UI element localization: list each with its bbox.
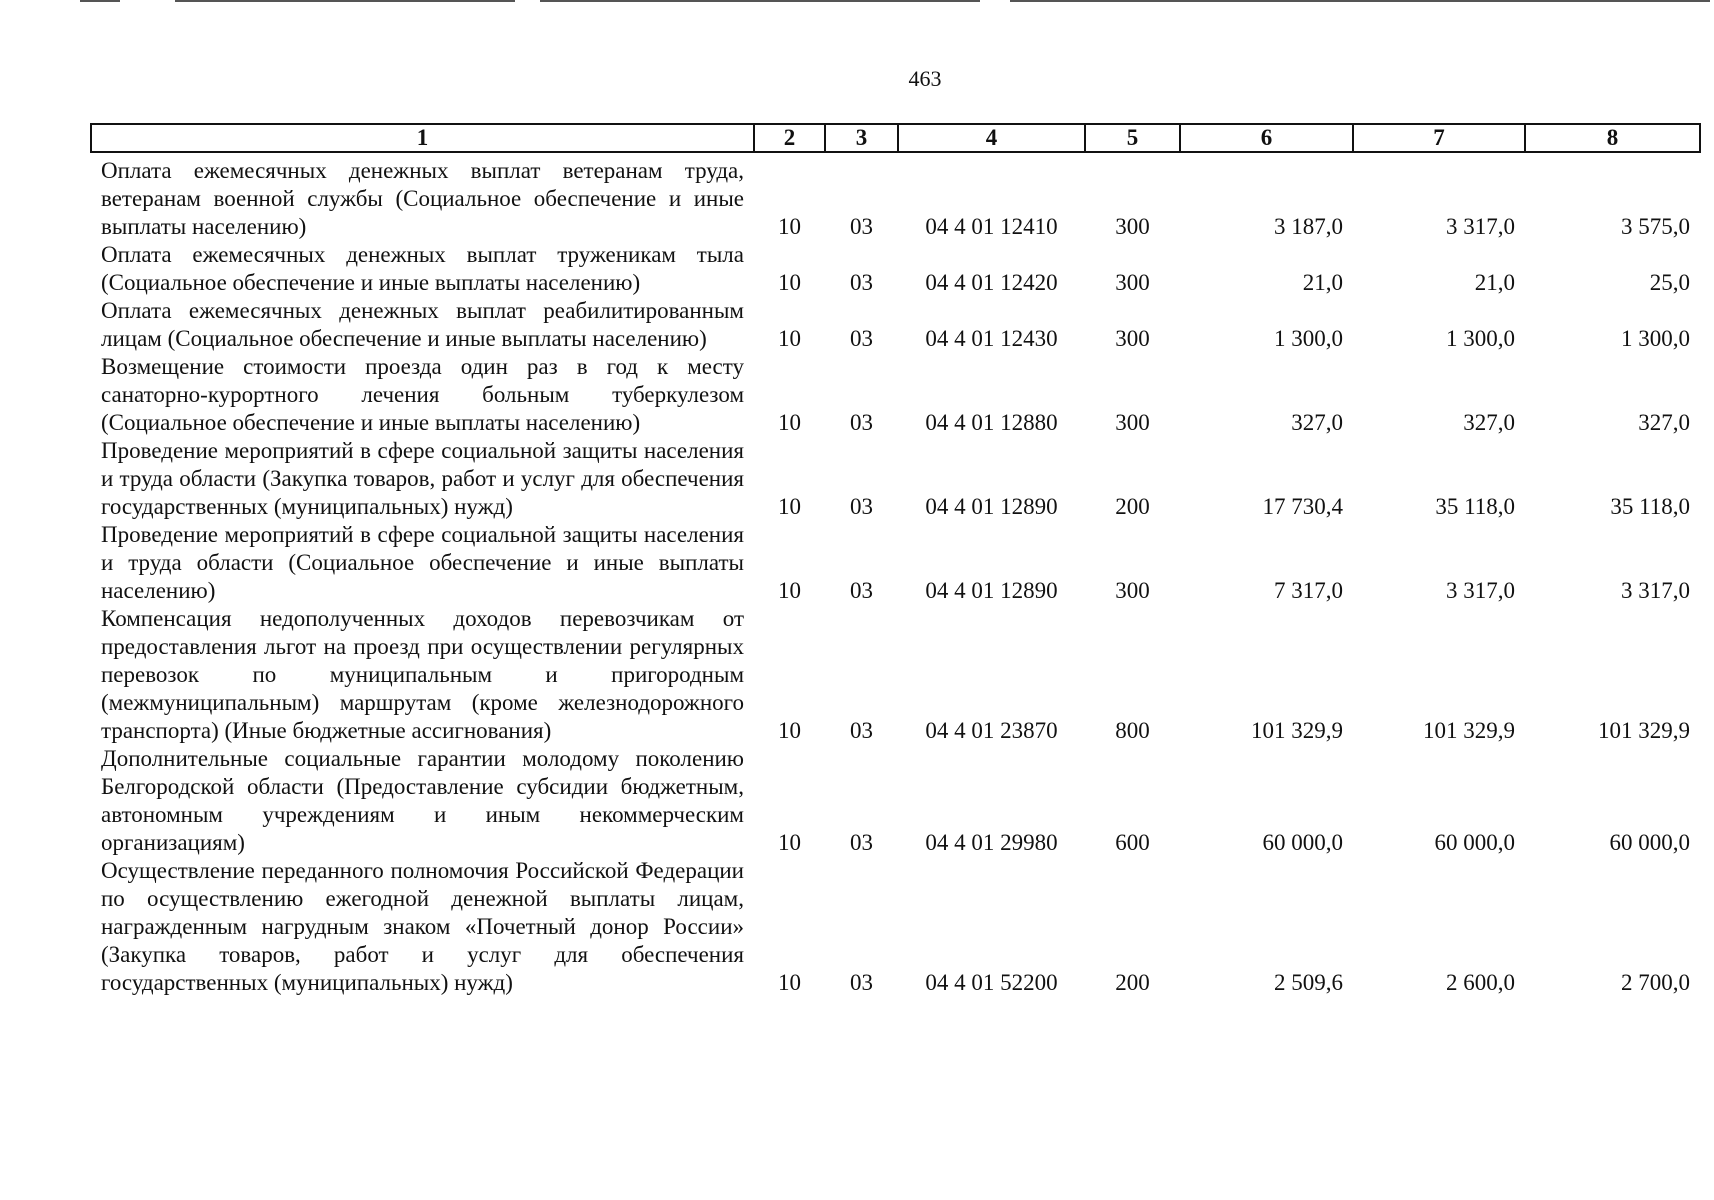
row-amount-col6: 3 187,0 [1274,214,1343,239]
row-subsection-code: 03 [850,830,873,855]
column-header: 7 [1353,124,1525,152]
row-section-code: 10 [778,970,801,995]
row-description: Проведение мероприятий в сфере социальной защиты населения и труда области (Социальное обеспечение и иные выплаты населению) [101,522,744,603]
row-expense-type: 200 [1115,970,1150,995]
row-section-code: 10 [778,326,801,351]
row-description: Компенсация недополученных доходов перевозчикам от предоставления льгот на проезд при осуществлении регулярных перевозок по муниципальным и пригородным (межмуниципальным) маршрутам (кроме железнодорожного транспорта) (Иные бюджетные ассигнования) [101,606,744,743]
table-row [91,745,1700,857]
table-row [91,297,1700,353]
row-amount-col7: 21,0 [1474,270,1515,295]
row-section-code: 10 [778,830,801,855]
row-amount-col7: 101 329,9 [1423,718,1515,743]
row-amount-col7: 3 317,0 [1446,214,1515,239]
table-header-row [91,124,1700,152]
row-section-code: 10 [778,578,801,603]
row-amount-col6: 21,0 [1302,270,1343,295]
row-amount-col7: 60 000,0 [1434,830,1515,855]
row-amount-col6: 1 300,0 [1274,326,1343,351]
row-target-article: 04 4 01 52200 [925,970,1058,995]
row-amount-col8: 101 329,9 [1598,718,1690,743]
scan-edge-line [540,0,980,2]
row-amount-col8: 60 000,0 [1609,830,1690,855]
row-subsection-code: 03 [850,214,873,239]
scan-edge-line [80,0,120,2]
table-row [91,241,1700,297]
page-number: 463 [908,66,942,91]
row-section-code: 10 [778,718,801,743]
row-subsection-code: 03 [850,970,873,995]
row-subsection-code: 03 [850,270,873,295]
row-target-article: 04 4 01 29980 [925,830,1058,855]
row-amount-col8: 3 575,0 [1621,214,1690,239]
row-expense-type: 200 [1115,494,1150,519]
row-expense-type: 300 [1115,578,1150,603]
row-description: Возмещение стоимости проезда один раз в год к месту санаторно-курортного лечения больным туберкулезом (Социальное обеспечение и иные выплаты населению) [101,354,744,435]
row-expense-type: 300 [1115,410,1150,435]
row-subsection-code: 03 [850,326,873,351]
table-row [91,521,1700,605]
row-amount-col8: 35 118,0 [1610,494,1690,519]
row-amount-col6: 7 317,0 [1274,578,1343,603]
row-expense-type: 600 [1115,830,1150,855]
row-amount-col8: 327,0 [1638,410,1690,435]
column-header: 1 [91,124,754,152]
row-expense-type: 800 [1115,718,1150,743]
row-section-code: 10 [778,494,801,519]
column-header: 5 [1085,124,1180,152]
row-description: Проведение мероприятий в сфере социальной защиты населения и труда области (Закупка товаров, работ и услуг для обеспечения государственных (муниципальных) нужд) [101,438,744,519]
table-row [91,353,1700,437]
row-target-article: 04 4 01 12890 [925,578,1058,603]
column-header: 2 [754,124,825,152]
row-amount-col6: 17 730,4 [1262,494,1343,519]
row-description: Дополнительные социальные гарантии молодому поколению Белгородской области (Предоставление субсидии бюджетным, автономным учреждениям и иным некоммерческим организациям) [101,746,744,855]
row-amount-col7: 3 317,0 [1446,578,1515,603]
row-subsection-code: 03 [850,494,873,519]
row-expense-type: 300 [1115,270,1150,295]
row-amount-col8: 25,0 [1649,270,1690,295]
row-amount-col7: 327,0 [1463,410,1515,435]
row-subsection-code: 03 [850,410,873,435]
row-section-code: 10 [778,270,801,295]
row-amount-col7: 1 300,0 [1446,326,1515,351]
table-row [91,605,1700,745]
row-description: Оплата ежемесячных денежных выплат реабилитированным лицам (Социальное обеспечение и иные выплаты населению) [101,298,744,351]
row-amount-col7: 2 600,0 [1446,970,1515,995]
row-target-article: 04 4 01 23870 [925,718,1058,743]
row-target-article: 04 4 01 12410 [925,214,1058,239]
table-row [91,857,1700,997]
row-target-article: 04 4 01 12890 [925,494,1058,519]
row-amount-col6: 101 329,9 [1251,718,1343,743]
row-subsection-code: 03 [850,578,873,603]
row-target-article: 04 4 01 12430 [925,326,1058,351]
column-header: 4 [898,124,1085,152]
row-amount-col8: 3 317,0 [1621,578,1690,603]
table-row [91,152,1700,241]
table-row [91,437,1700,521]
row-expense-type: 300 [1115,214,1150,239]
row-target-article: 04 4 01 12420 [925,270,1058,295]
column-header: 8 [1525,124,1700,152]
row-amount-col6: 2 509,6 [1274,970,1343,995]
row-amount-col6: 327,0 [1291,410,1343,435]
row-expense-type: 300 [1115,326,1150,351]
row-amount-col8: 2 700,0 [1621,970,1690,995]
scan-edge-line [175,0,515,2]
column-header: 3 [825,124,898,152]
scan-edge-line [1010,0,1710,2]
row-amount-col6: 60 000,0 [1262,830,1343,855]
row-subsection-code: 03 [850,718,873,743]
row-section-code: 10 [778,214,801,239]
row-description: Осуществление переданного полномочия Российской Федерации по осуществлению ежегодной денежной выплаты лицам, награжденным нагрудным знаком «Почетный донор России» (Закупка товаров, работ и услуг для обеспечения государственных (муниципальных) нужд) [101,858,744,995]
row-description: Оплата ежемесячных денежных выплат труженикам тыла (Социальное обеспечение и иные выплаты населению) [101,242,744,295]
row-target-article: 04 4 01 12880 [925,410,1058,435]
row-amount-col7: 35 118,0 [1435,494,1515,519]
row-description: Оплата ежемесячных денежных выплат ветеранам труда, ветеранам военной службы (Социальное обеспечение и иные выплаты населению) [101,158,744,239]
budget-table [90,123,1701,997]
column-header: 6 [1180,124,1353,152]
row-amount-col8: 1 300,0 [1621,326,1690,351]
row-section-code: 10 [778,410,801,435]
